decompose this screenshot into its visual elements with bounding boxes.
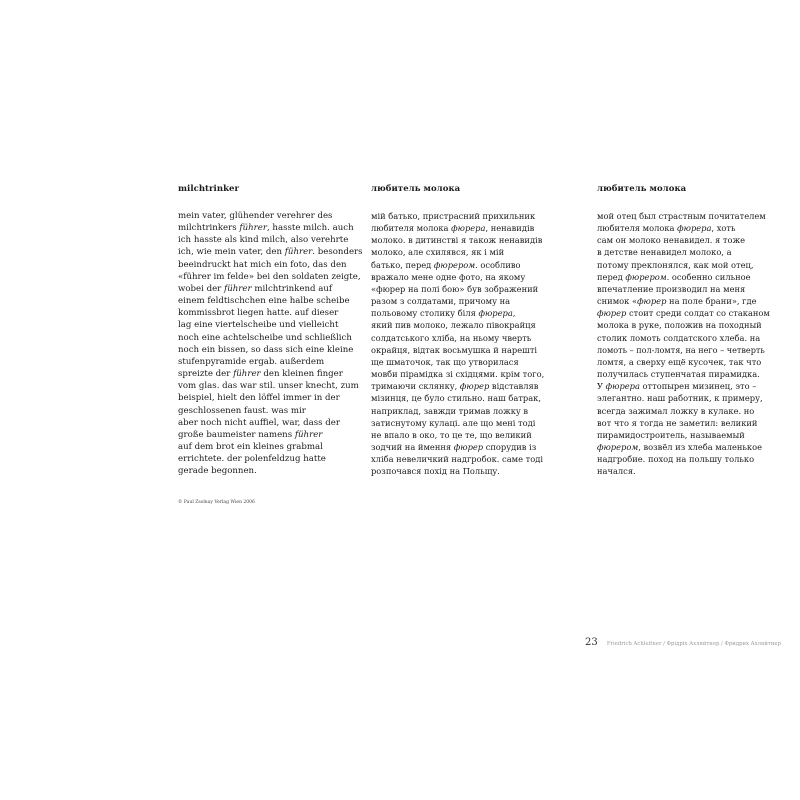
line-text: lag eine viertelscheibe und vielleicht [178, 320, 339, 331]
line-text: молоко. в дитинстві я також ненавидів [371, 235, 543, 246]
poem-line [597, 283, 797, 295]
line-text: відставляв [489, 381, 539, 392]
poem-line [178, 271, 383, 283]
poem-line [597, 222, 797, 234]
emphasized-word: фюрер [637, 296, 667, 307]
line-text: «фюрер на полі бою» був зображений [371, 283, 539, 294]
russian-column [597, 184, 797, 477]
poem-line [371, 283, 581, 295]
line-text: вот что я тогда не заметил: великий [597, 417, 758, 428]
poem-line [371, 368, 581, 380]
line-text: stufenpyramide ergab. außerdem [178, 356, 325, 367]
poem-line [178, 259, 383, 271]
line-text: разом з солдатами, причому на [371, 296, 511, 307]
line-text: мій батько, пристрасний прихильник [371, 211, 536, 221]
line-text: ich, wie mein vater, den [178, 247, 285, 258]
poem-line [371, 259, 581, 271]
poem-line [371, 246, 581, 258]
line-text: ich hasste als kind milch, also verehrte [178, 235, 349, 246]
line-text: milchtrinkend auf [251, 283, 333, 294]
line-text: große baumeister namens [178, 429, 295, 440]
poem-line [371, 307, 581, 319]
german-poem-body [178, 210, 383, 477]
emphasized-word: фюрер [453, 441, 484, 452]
line-text: errichtete. der polenfeldzug hatte [178, 454, 326, 465]
poem-line [178, 405, 383, 417]
poem-line [597, 453, 797, 465]
poem-line [597, 356, 797, 368]
line-text: , возвёл из хлеба маленькое [638, 441, 763, 452]
poem-line [178, 332, 383, 344]
ukrainian-title: любитель молока [371, 184, 461, 194]
author-credits: Friedrich Achleitner / Фрідріх Ахляйтнер / Фридрих Ахляйтнер [606, 641, 781, 647]
line-text: ломоть – пол-ломтя, на него – четверть [597, 344, 765, 355]
poem-line [178, 319, 383, 331]
poem-line [178, 380, 383, 392]
poem-line [178, 246, 383, 258]
poem-line [178, 283, 383, 295]
line-text: вражало мене одне фото, на якому [371, 271, 526, 282]
line-text: У [597, 381, 606, 392]
line-text: einem feldtischchen eine halbe scheibe [178, 296, 350, 307]
line-text: спорудив із [483, 441, 537, 452]
line-text: стоит среди солдат со стаканом [626, 308, 770, 319]
poem-line [371, 356, 581, 368]
line-text: beeindruckt hat mich ein foto, das den [178, 259, 347, 270]
line-text: перед [597, 271, 626, 282]
line-text: kommissbrot liegen hatte. auf dieser [178, 308, 339, 319]
line-text: хліба невеличкий надгробок. саме тоді [371, 454, 544, 465]
emphasized-word: führer [284, 247, 313, 258]
poem-line [371, 222, 581, 234]
line-text: мой отец был страстным почитателем [597, 211, 766, 221]
poem-line [597, 307, 797, 319]
emphasized-word: фюрером [433, 259, 476, 270]
poem-line [178, 392, 383, 404]
line-text: mein vater, glühender verehrer des [178, 211, 333, 221]
line-text: noch ein bissen, so dass sich eine kleine [178, 344, 354, 355]
poem-line [371, 453, 581, 465]
line-text: батько, перед [371, 259, 434, 270]
line-text: оттопырен мизинец, это – [639, 381, 757, 392]
line-text: любителя молока [371, 223, 452, 234]
line-text: на поле брани», где [666, 296, 757, 307]
poem-line [597, 344, 797, 356]
poem-line [371, 332, 581, 344]
line-text: пирамидостроитель, называемый [597, 429, 745, 440]
page-number: 23 [585, 637, 598, 648]
emphasized-word: фюрером [597, 441, 639, 452]
line-text: молока в руке, положив на походный [597, 320, 762, 331]
line-text: потому преклонялся, как мой отец, [597, 259, 754, 270]
emphasized-word: фюрера [677, 223, 712, 234]
line-text: auf dem brot ein kleines grabmal [178, 441, 323, 452]
poem-line [178, 210, 383, 222]
line-text: . особенно сильное [666, 271, 751, 282]
poem-line [597, 234, 797, 246]
poem-line [178, 295, 383, 307]
german-title: milchtrinker [178, 184, 239, 194]
page-footer [585, 630, 781, 649]
poem-line [371, 234, 581, 246]
line-text: польовому столику біля [371, 308, 479, 319]
poem-line [371, 271, 581, 283]
line-text: який пив молоко, лежало півокрайця [371, 320, 536, 331]
ukrainian-poem-body [371, 210, 581, 477]
line-text: окрайця, відтак восьмушка й нарешті [371, 344, 538, 355]
poem-line [597, 429, 797, 441]
copyright-notice: © Paul Zsolnay Verlag Wien 2006 [178, 500, 255, 505]
line-text: spreizte der [178, 369, 234, 380]
line-text: элегантно. наш работник, к примеру, [597, 393, 763, 404]
emphasized-word: führer [294, 429, 323, 440]
line-text: ломтя, а сверху ещё кусочек, так что [597, 356, 762, 367]
line-text: milchtrinkers [178, 223, 240, 234]
poem-line [178, 234, 383, 246]
line-text: geschlossenen faust. was mir [178, 405, 306, 416]
line-text: в детстве ненавидел молоко, а [597, 247, 732, 258]
line-text: den kleinen finger [260, 369, 343, 380]
line-text: молоко, але схилявся, як і мій [371, 247, 505, 258]
poem-line [178, 344, 383, 356]
poem-line [597, 295, 797, 307]
emphasized-word: фюрер [459, 381, 490, 392]
emphasized-word: führer [239, 223, 267, 234]
emphasized-word: führer [233, 369, 261, 380]
line-text: затиснутому кулаці. але що мені тоді [371, 417, 536, 428]
line-text: получилась ступенчатая пирамидка. [597, 369, 760, 380]
line-text: . особливо [475, 259, 521, 270]
poem-line [371, 441, 581, 453]
line-text: тримаючи склянку, [371, 381, 460, 392]
line-text: начался. [597, 466, 636, 477]
line-text: , хоть [711, 223, 736, 234]
poem-line [178, 441, 383, 453]
line-text: «führer im felde» bei den soldaten zeigte, [178, 271, 361, 282]
line-text: wobei der [178, 283, 225, 294]
emphasized-word: фюрера [605, 381, 640, 392]
line-text: столик ломоть солдатского хлеба. на [597, 332, 761, 343]
poem-line [371, 417, 581, 429]
poem-line [371, 319, 581, 331]
line-text: зодчий на ймення [371, 441, 454, 452]
line-text: gerade begonnen. [178, 466, 257, 477]
line-text: , [512, 308, 516, 319]
poem-line [371, 392, 581, 404]
poem-line [371, 465, 581, 477]
line-text: розпочався похід на Польщу. [371, 466, 500, 477]
poem-line [597, 392, 797, 404]
poem-line [597, 417, 797, 429]
poem-line [597, 380, 797, 392]
line-text: . besonders [312, 247, 363, 258]
poem-line [597, 210, 797, 222]
poem-line [178, 222, 383, 234]
poem-line [597, 441, 797, 453]
german-column [178, 184, 383, 477]
line-text: beispiel, hielt den löffel immer in der [178, 393, 340, 404]
emphasized-word: фюрер [597, 308, 627, 319]
poem-line [371, 405, 581, 417]
poem-line [178, 368, 383, 380]
line-text: надгробие. поход на польшу только [597, 454, 755, 465]
ukrainian-column [371, 184, 581, 477]
line-text: aber noch nicht auffiel, war, dass der [178, 417, 340, 428]
poem-line [597, 246, 797, 258]
line-text: , ненавидів [485, 223, 535, 234]
poem-line [371, 344, 581, 356]
poem-line [178, 356, 383, 368]
poem-line [178, 417, 383, 429]
poem-line [597, 332, 797, 344]
poem-line [178, 429, 383, 441]
poem-line [178, 307, 383, 319]
poem-line [178, 453, 383, 465]
line-text: мізинця, це було стильно. наш батрак, [371, 393, 541, 404]
russian-title: любитель молока [597, 184, 687, 194]
russian-poem-body [597, 210, 797, 477]
poem-line [371, 295, 581, 307]
poem-line [178, 465, 383, 477]
line-text: снимок « [597, 296, 638, 307]
poem-line [597, 405, 797, 417]
emphasized-word: führer [224, 283, 252, 294]
poem-line [597, 259, 797, 271]
poem-line [597, 271, 797, 283]
line-text: всегда зажимал ложку в кулаке. но [597, 405, 755, 416]
line-text: солдатського хліба, на ньому чверть [371, 332, 532, 343]
line-text: сам он молоко ненавидел. я тоже [597, 235, 746, 246]
line-text: ще шматочок, так що утворилася [371, 356, 519, 367]
line-text: vom glas. das war stil. unser knecht, zum [178, 381, 359, 392]
emphasized-word: фюрера [451, 223, 486, 234]
line-text: не впало в око, то це те, що великий [371, 429, 532, 440]
poem-line [597, 319, 797, 331]
poem-line [371, 380, 581, 392]
line-text: впечатление производил на меня [597, 283, 746, 294]
emphasized-word: фюрера [478, 308, 513, 319]
emphasized-word: фюрером [625, 271, 667, 282]
poem-line [597, 368, 797, 380]
line-text: мовби пірамідка зі східцями. крім того, [371, 369, 545, 380]
line-text: любителя молока [597, 223, 678, 234]
line-text: , hasste milch. auch [266, 223, 354, 234]
poem-line [371, 210, 581, 222]
line-text: наприклад, завжди тримав ложку в [371, 405, 529, 416]
poem-line [371, 429, 581, 441]
poem-line [597, 465, 797, 477]
line-text: noch eine achtelscheibe und schließlich [178, 332, 352, 343]
